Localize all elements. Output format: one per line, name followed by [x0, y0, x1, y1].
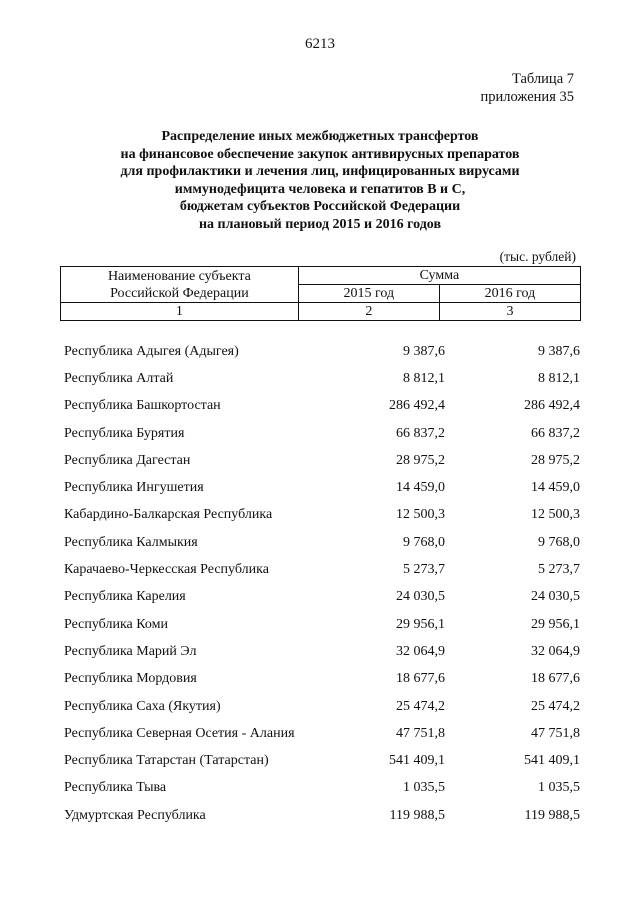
amount-2015-cell: 24 030,5 [396, 589, 445, 605]
subject-name-cell: Республика Тыва [64, 780, 167, 796]
table-row [64, 474, 580, 501]
subject-name-cell: Республика Калмыкия [64, 534, 198, 550]
table-row [64, 611, 580, 638]
table-row [64, 502, 580, 529]
title-line: на плановый период 2015 и 2016 годов [198, 216, 442, 232]
title-line: иммунодефицита человека и гепатитов В и С, [174, 181, 466, 197]
subject-name-cell: Республика Ингушетия [64, 480, 204, 496]
header-year-2015: 2015 год [298, 285, 439, 303]
amount-2016-cell: 286 492,4 [524, 398, 580, 414]
table-row [64, 338, 580, 365]
table-reference [481, 70, 574, 106]
header-subject-name-line: Российской Федерации [110, 285, 249, 301]
amount-2016-cell: 24 030,5 [531, 589, 580, 605]
title-line: Распределение иных межбюджетных трансфертов [161, 129, 479, 144]
table-reference-line: приложения 35 [480, 89, 574, 105]
amount-2015-cell: 1 035,5 [403, 780, 445, 796]
amount-2016-cell: 12 500,3 [531, 507, 580, 523]
title-line: для профилактики и лечения лиц, инфицированных вирусами [120, 164, 520, 179]
amount-2016-cell: 1 035,5 [538, 780, 580, 796]
subject-name-cell: Республика Северная Осетия - Алания [64, 725, 295, 741]
table-row [64, 365, 580, 392]
table-body [64, 338, 580, 829]
amount-2015-cell: 5 273,7 [403, 562, 445, 578]
amount-2016-cell: 5 273,7 [538, 562, 580, 578]
header-subject-name-line: Наименование субъекта [107, 268, 251, 284]
table-row [64, 802, 580, 829]
amount-2015-cell: 25 474,2 [396, 698, 445, 714]
header-subject-name [61, 267, 299, 303]
subject-name-cell: Республика Алтай [64, 370, 174, 386]
amount-2015-cell: 12 500,3 [396, 507, 445, 523]
table-row [64, 747, 580, 774]
subject-name-cell: Республика Бурятия [64, 425, 185, 441]
header-column-number: 3 [439, 303, 580, 321]
amount-2016-cell: 47 751,8 [531, 725, 580, 741]
table-row [64, 638, 580, 665]
amount-2015-cell: 119 988,5 [389, 807, 445, 823]
page-number: 6213 [305, 36, 335, 52]
amount-2015-cell: 541 409,1 [389, 753, 445, 769]
amount-2016-cell: 66 837,2 [531, 425, 580, 441]
subject-name-cell: Республика Саха (Якутия) [64, 698, 221, 714]
table-row [64, 556, 580, 583]
table-row [64, 447, 580, 474]
table-row [64, 666, 580, 693]
amount-2015-cell: 32 064,9 [396, 643, 445, 659]
subject-name-cell: Карачаево-Черкесская Республика [64, 562, 269, 578]
amount-2016-cell: 25 474,2 [531, 698, 580, 714]
amount-2015-cell: 9 768,0 [403, 534, 445, 550]
table-row [64, 529, 580, 556]
subject-name-cell: Республика Марий Эл [64, 643, 197, 659]
amount-2016-cell: 8 812,1 [538, 370, 580, 386]
amount-2016-cell: 119 988,5 [524, 807, 580, 823]
amount-2015-cell: 18 677,6 [396, 671, 445, 687]
amount-2016-cell: 32 064,9 [531, 643, 580, 659]
amount-2015-cell: 66 837,2 [396, 425, 445, 441]
table-row [64, 420, 580, 447]
subject-name-cell: Республика Коми [64, 616, 168, 632]
amount-2016-cell: 9 768,0 [538, 534, 580, 550]
amount-2016-cell: 29 956,1 [531, 616, 580, 632]
table-row [64, 720, 580, 747]
amount-2016-cell: 14 459,0 [531, 480, 580, 496]
amount-2015-cell: 14 459,0 [396, 480, 445, 496]
table-row [64, 775, 580, 802]
amount-2015-cell: 29 956,1 [396, 616, 445, 632]
header-year-2016: 2016 год [439, 285, 580, 303]
subject-name-cell: Кабардино-Балкарская Республика [64, 507, 273, 523]
subject-name-cell: Республика Мордовия [64, 671, 197, 687]
table-row [64, 693, 580, 720]
header-column-number: 2 [298, 303, 439, 321]
units-label: (тыс. рублей) [499, 249, 576, 264]
subject-name-cell: Удмуртская Республика [64, 807, 206, 823]
table-header [60, 266, 581, 321]
amount-2015-cell: 286 492,4 [389, 398, 445, 414]
amount-2016-cell: 28 975,2 [531, 452, 580, 468]
subject-name-cell: Республика Башкортостан [64, 398, 221, 414]
document-title [80, 128, 560, 233]
subject-name-cell: Республика Татарстан (Татарстан) [64, 753, 269, 769]
subject-name-cell: Республика Карелия [64, 589, 186, 605]
amount-2016-cell: 18 677,6 [531, 671, 580, 687]
header-column-number: 1 [61, 303, 299, 321]
header-sum: Сумма [298, 267, 580, 285]
table-reference-line: Таблица 7 [511, 71, 574, 87]
amount-2015-cell: 28 975,2 [396, 452, 445, 468]
subject-name-cell: Республика Дагестан [64, 452, 191, 468]
amount-2015-cell: 47 751,8 [396, 725, 445, 741]
subject-name-cell: Республика Адыгея (Адыгея) [64, 343, 239, 359]
amount-2015-cell: 9 387,6 [403, 343, 445, 359]
amount-2016-cell: 541 409,1 [524, 753, 580, 769]
table-row [64, 584, 580, 611]
title-line: бюджетам субъектов Российской Федерации [179, 199, 461, 214]
amount-2016-cell: 9 387,6 [538, 343, 580, 359]
title-line: на финансовое обеспечение закупок антивирусных препаратов [120, 146, 520, 162]
amount-2015-cell: 8 812,1 [403, 370, 445, 386]
table-row [64, 393, 580, 420]
